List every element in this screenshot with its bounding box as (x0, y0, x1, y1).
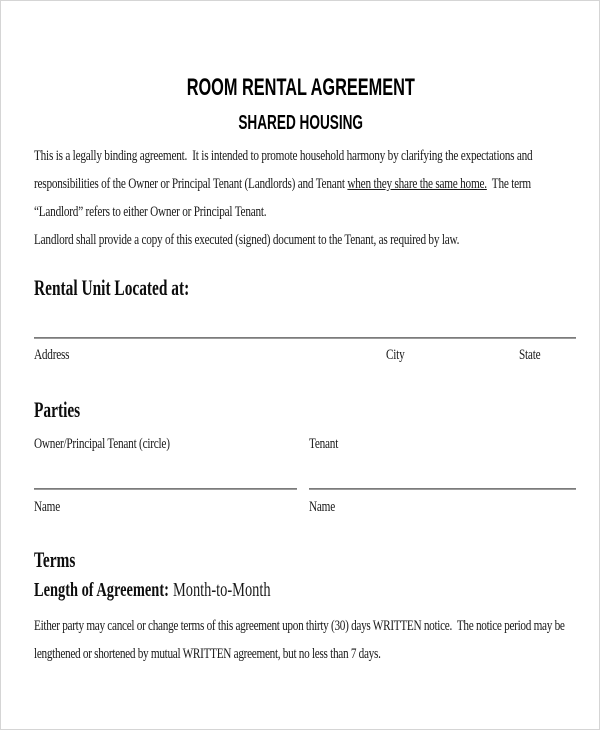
rental-unit-section-header (34, 275, 256, 300)
tenant-name-field-line (309, 488, 576, 490)
document-subtitle-row (1, 113, 600, 134)
intro-text-after-underline: The term “Landlord” refers to either Owner or Principal Tenant. (34, 176, 534, 220)
intro-underlined-phrase: when they share the same home. (347, 176, 487, 192)
address-field-line (34, 337, 576, 339)
cancellation-notice-section (34, 612, 574, 668)
parties-heading: Parties (34, 397, 81, 422)
intro-section (34, 142, 574, 254)
tenant-name-label: Name (309, 499, 335, 515)
terms-section-header (34, 547, 93, 572)
length-of-agreement-label: Length of Agreement: (34, 579, 169, 601)
length-of-agreement-row (34, 578, 363, 602)
address-label: Address (34, 347, 70, 363)
intro-paragraph (34, 142, 574, 226)
tenant-role-label: Tenant (309, 436, 339, 452)
city-label: City (386, 347, 405, 363)
rental-unit-heading: Rental Unit Located at: (34, 275, 190, 300)
cancellation-notice-paragraph: Either party may cancel or change terms of this agreement upon thirty (30) days WRITTEN notice. The notice period may be lengthened or shortened by mutual WRITTEN agreement, but no less than 7 days. (34, 618, 568, 662)
document-title: ROOM RENTAL AGREEMENT (186, 74, 416, 101)
document-subtitle: SHARED HOUSING (238, 112, 364, 134)
document-title-row (1, 75, 600, 100)
state-label: State (519, 347, 541, 363)
terms-heading: Terms (34, 547, 76, 572)
copy-requirement-line: Landlord shall provide a copy of this executed (signed) document to the Tenant, as required by law. (34, 232, 460, 248)
intro-text-before-underline: This is a legally binding agreement. It is intended to promote household harmony by clarifying the expectations and responsibilities of the Owner or Principal Tenant (Landlords) and Tenant (34, 148, 536, 192)
owner-name-field-line (34, 488, 297, 490)
length-of-agreement-value: Month-to-Month (172, 579, 271, 601)
parties-section-header (34, 397, 100, 422)
owner-name-label: Name (34, 499, 60, 515)
owner-role-label: Owner/Principal Tenant (circle) (34, 436, 170, 452)
